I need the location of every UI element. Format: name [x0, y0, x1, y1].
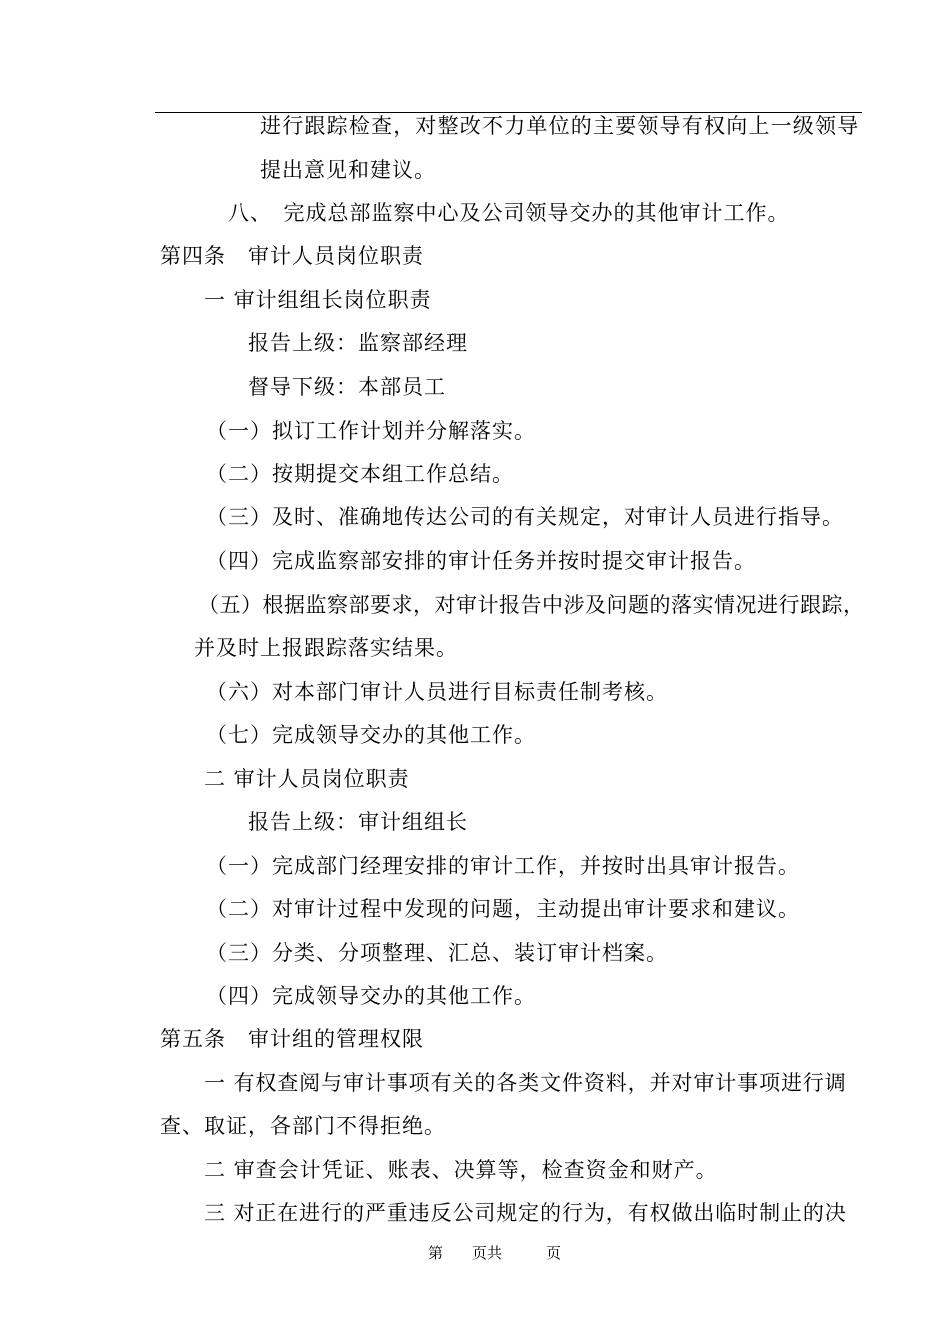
footer-end-label: 页 — [546, 1244, 562, 1262]
section-heading: 一 审计组组长岗位职责 — [204, 288, 432, 312]
list-item: （五）根据监察部要求，对审计报告中涉及问题的落实情况进行跟踪， — [198, 593, 865, 617]
list-item: （七）完成领导交办的其他工作。 — [206, 723, 536, 747]
list-item: （一）拟订工作计划并分解落实。 — [206, 419, 536, 443]
article-heading: 第五条 审计组的管理权限 — [160, 1027, 424, 1051]
article-heading: 第四条 审计人员岗位职责 — [160, 244, 424, 268]
list-item: （二）对审计过程中发现的问题，主动提出审计要求和建议。 — [206, 897, 800, 921]
list-item: （三）及时、准确地传达公司的有关规定，对审计人员进行指导。 — [206, 505, 844, 529]
paragraph-line: 提出意见和建议。 — [260, 158, 436, 182]
list-item: （四）完成监察部安排的审计任务并按时提交审计报告。 — [206, 549, 756, 573]
paragraph-line: 报告上级：审计组组长 — [248, 810, 468, 834]
paragraph-line: 一 有权查阅与审计事项有关的各类文件资料，并对审计事项进行调 — [204, 1071, 847, 1095]
footer-mid-label: 页共 — [472, 1244, 503, 1262]
paragraph-line: 进行跟踪检查，对整改不力单位的主要领导有权向上一级领导 — [260, 114, 860, 138]
paragraph-line: 并及时上报跟踪落实结果。 — [194, 636, 458, 660]
paragraph-line: 报告上级：监察部经理 — [248, 331, 468, 355]
paragraph-line: 督导下级：本部员工 — [248, 375, 446, 399]
section-heading: 二 审计人员岗位职责 — [204, 767, 410, 791]
paragraph-line: 二 审查会计凭证、账表、决算等，检查资金和财产。 — [204, 1158, 718, 1182]
list-item: 八、 完成总部监察中心及公司领导交办的其他审计工作。 — [228, 201, 790, 225]
list-item: （三）分类、分项整理、汇总、装订审计档案。 — [206, 941, 668, 965]
footer-page-label: 第 — [428, 1244, 444, 1262]
list-item: （六）对本部门审计人员进行目标责任制考核。 — [206, 680, 668, 704]
list-item: （四）完成领导交办的其他工作。 — [206, 984, 536, 1008]
paragraph-line: 查、取证，各部门不得拒绝。 — [160, 1114, 446, 1138]
paragraph-line: 三 对正在进行的严重违反公司规定的行为，有权做出临时制止的决 — [204, 1201, 847, 1225]
list-item: （二）按期提交本组工作总结。 — [206, 462, 514, 486]
list-item: （一）完成部门经理安排的审计工作，并按时出具审计报告。 — [206, 854, 800, 878]
